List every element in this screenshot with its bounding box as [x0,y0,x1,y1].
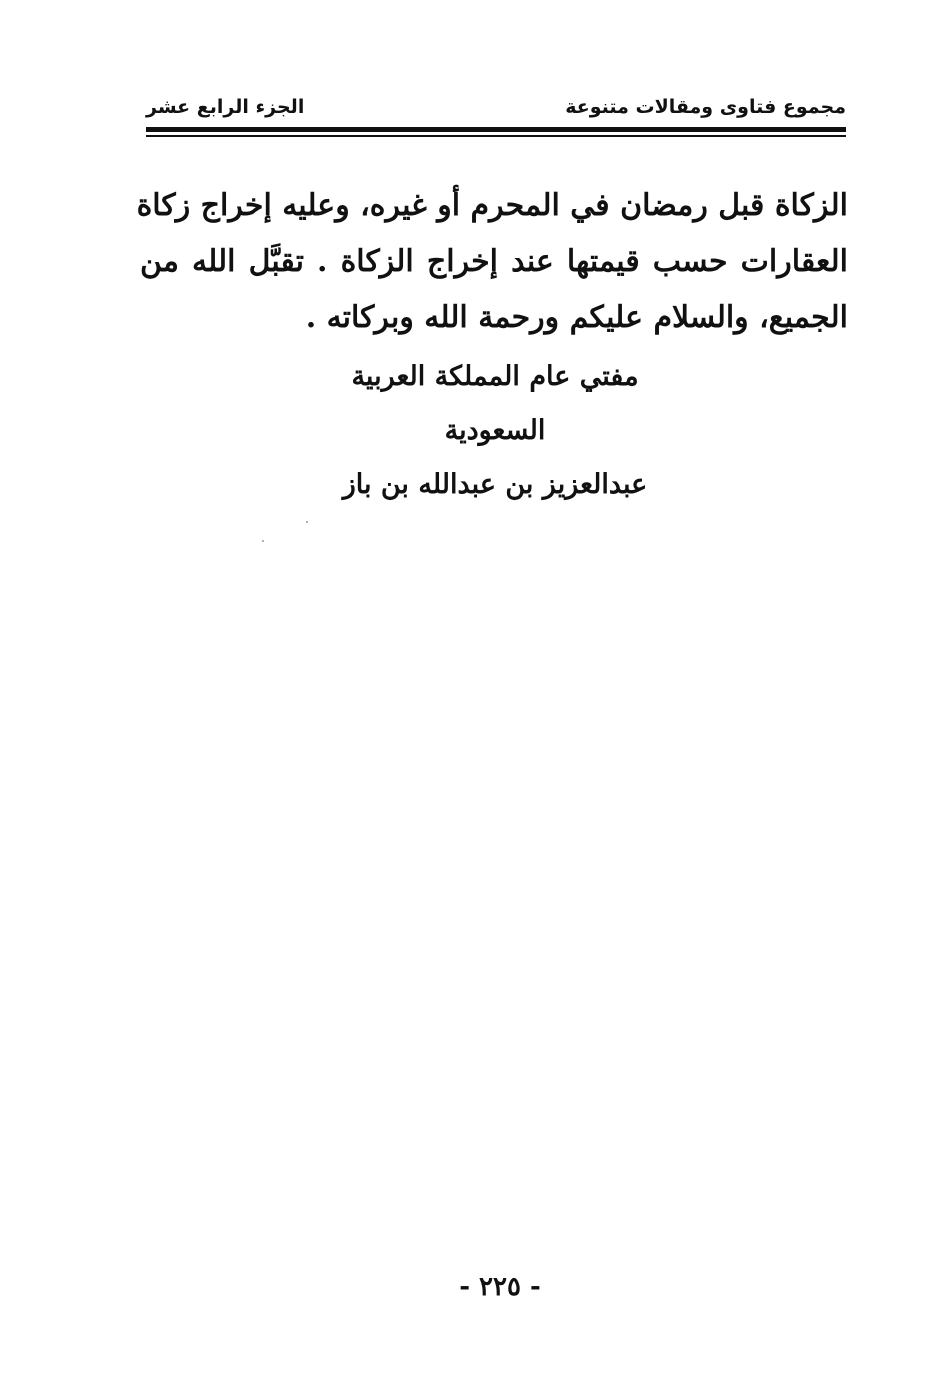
book-title: مجموع فتاوى ومقالات متنوعة [565,96,846,118]
running-header [146,96,846,126]
body-line-3: الجميع، والسلام عليكم ورحمة الله وبركاته . [305,300,848,335]
body-line-2: العقارات حسب قيمتها عند إخراج الزكاة . تقبَّل الله من [140,244,848,279]
body-line-1: الزكاة قبل رمضان في المحرم أو غيره، وعليه إخراج زكاة [136,188,848,223]
signature-name: عبدالعزيز بن عبدالله بن باز [342,469,648,500]
signature-title: مفتي عام المملكة العربية السعودية [351,361,639,446]
page-number: - ٢٢٥ - [459,1272,541,1302]
scan-speck [262,540,264,542]
header-rule-thin [146,135,846,137]
header-rule-thick [146,127,846,132]
volume-title: الجزء الرابع عشر [146,96,305,118]
scan-speck [306,521,308,523]
body-paragraph [136,178,848,346]
signature-block [300,350,690,512]
